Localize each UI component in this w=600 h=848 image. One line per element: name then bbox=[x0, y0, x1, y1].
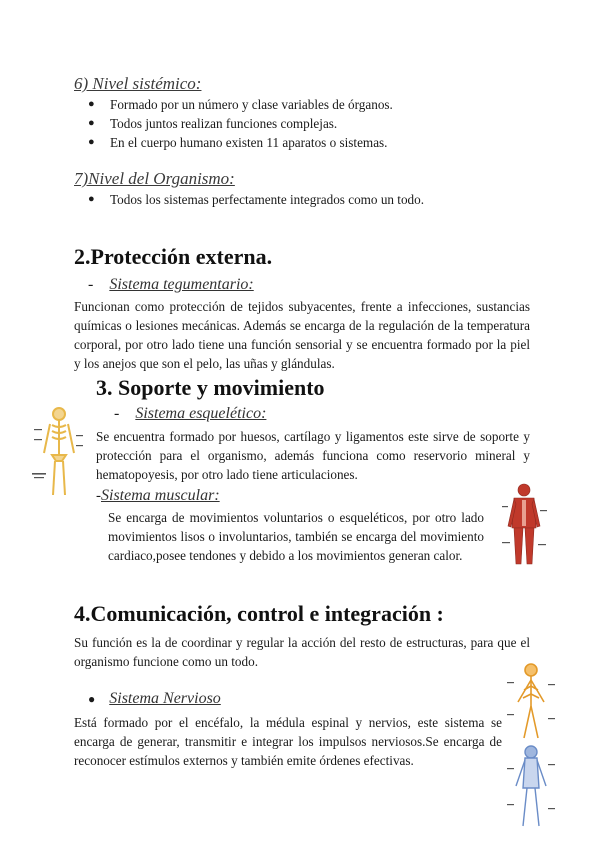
section-4-paragraph: Su función es la de coordinar y regular la acción del resto de estructuras, para que el organismo funcione como un todo. bbox=[74, 635, 530, 669]
nervous-system-subtitle: Sistema Nervioso bbox=[109, 690, 221, 707]
muscle-illustration bbox=[500, 482, 548, 568]
section-3-muscle-subheading bbox=[96, 487, 220, 505]
list-item: ● En el cuerpo humano existen 11 aparatos o sistemas. bbox=[88, 133, 528, 152]
section-7-heading: 7)Nivel del Organismo: bbox=[74, 169, 235, 188]
dash-marker: - bbox=[96, 488, 101, 504]
list-item: ● Todos juntos realizan funciones complejas. bbox=[88, 114, 528, 133]
dash-marker: - bbox=[114, 405, 120, 422]
section-6-list bbox=[88, 95, 528, 152]
section-3-title: 3. Soporte y movimiento bbox=[96, 375, 325, 400]
list-item: ● Todos los sistemas perfectamente integrados como un todo. bbox=[88, 190, 528, 209]
dash-marker: - bbox=[88, 276, 94, 293]
muscle-system-subtitle: Sistema muscular: bbox=[101, 487, 220, 504]
skeleton-paragraph: Se encuentra formado por huesos, cartílago y ligamentos este sirve de soporte y protección para el organismo, además funciona como reservorio mineral y hematopoyesis, por otro lado tiene articulaciones. bbox=[96, 429, 530, 482]
vascular-nervous-illustration bbox=[506, 744, 556, 830]
section-4-title: 4.Comunicación, control e integración : bbox=[74, 601, 444, 626]
section-2-subheading bbox=[88, 276, 254, 294]
muscle-paragraph: Se encarga de movimientos voluntarios o esqueléticos, por otro lado movimientos lisos o involuntarios, también se encarga del movimiento cardiaco,posee tendones y debido a los movimientos generan calor. bbox=[108, 510, 484, 563]
section-6-heading: 6) Nivel sistémico: bbox=[74, 74, 202, 93]
section-2-paragraph: Funcionan como protección de tejidos subyacentes, frente a infecciones, sustancias químicas o lesiones mecánicas. Además se encarga de la regulación de la temperatura corporal, por otro lado tiene una función sensorial y se encuentra formado por la piel y los anejos que son el pelo, las uñas y glándulas. bbox=[74, 299, 530, 371]
bullet-icon: ● bbox=[88, 692, 96, 706]
list-item: ● Formado por un número y clase variables de órganos. bbox=[88, 95, 528, 114]
nervous-paragraph: Está formado por el encéfalo, la médula espinal y nervios, este sistema se encarga de generar, transmitir e integrar los impulsos nerviosos.Se encarga de reconocer estímulos externos y también emite órdenes efectivas. bbox=[74, 715, 502, 768]
nervous-system-illustration bbox=[506, 662, 556, 742]
section-3-skeleton-subheading bbox=[114, 405, 266, 423]
section-2-title: 2.Protección externa. bbox=[74, 244, 273, 269]
section-2-subtitle: Sistema tegumentario: bbox=[109, 276, 254, 293]
skeleton-system-subtitle: Sistema esquelético: bbox=[135, 405, 267, 422]
section-7-list bbox=[88, 190, 528, 209]
section-4-subheading bbox=[88, 690, 221, 708]
skeleton-illustration bbox=[32, 405, 84, 501]
